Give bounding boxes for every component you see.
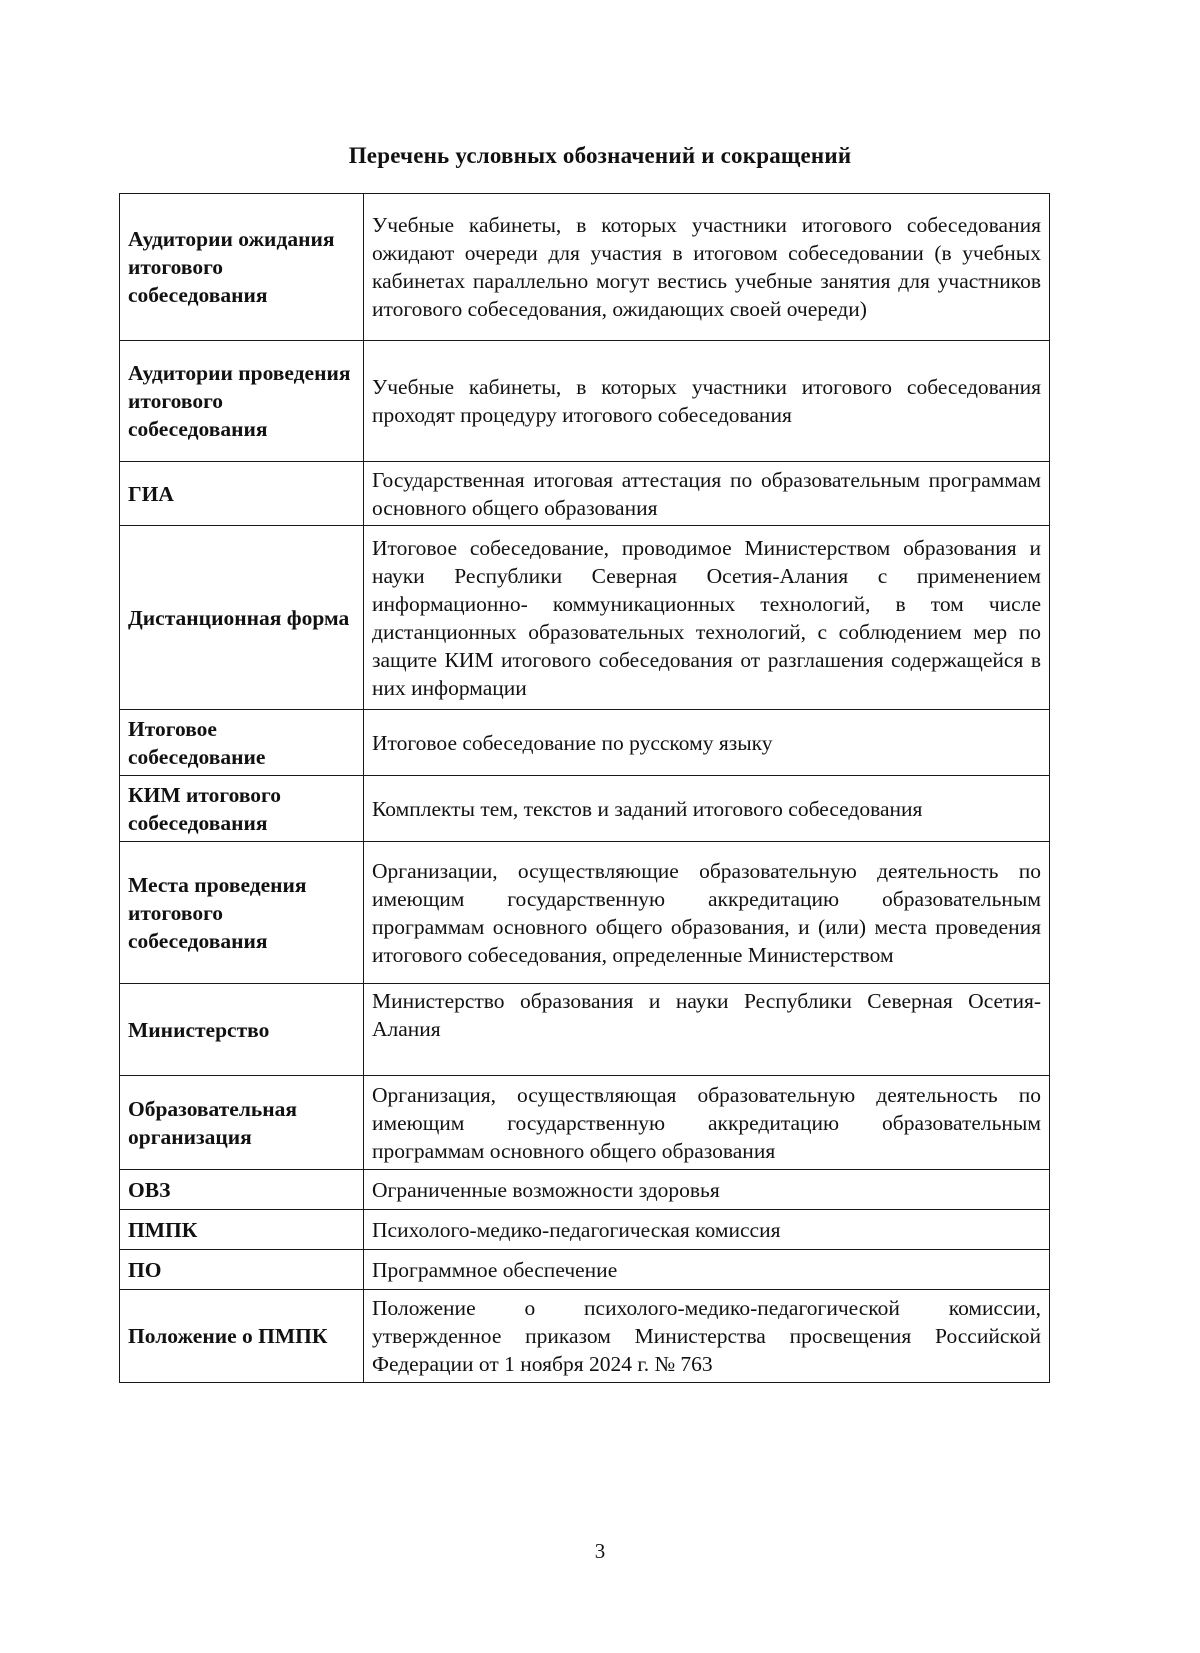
table-row [120,194,1050,341]
term-cell: Положение о ПМПК [120,1290,364,1383]
definition-cell: Государственная итоговая аттестация по образовательным программам основного общего образования [364,462,1050,526]
definition-cell: Программное обеспечение [364,1250,1050,1290]
term-cell: Итоговое собеседование [120,710,364,776]
term-cell: ГИА [120,462,364,526]
term-cell: Образовательная организация [120,1076,364,1170]
table-row [120,842,1050,984]
abbreviations-table [119,193,1050,1383]
table-row [120,776,1050,842]
table-row [120,1250,1050,1290]
term-cell: ОВЗ [120,1170,364,1210]
definition-cell: Итоговое собеседование, проводимое Министерством образования и науки Республики Северная Осетия-Алания с применением информационно- коммуникационных технологий, в том числе дистанционных образовательных технологий, с соблюдением мер по защите КИМ итогового собеседования от разглашения содержащейся в них информации [364,526,1050,710]
definition-cell: Организации, осуществляющие образовательную деятельность по имеющим государственную аккредитацию образовательным программам основного общего образования, и (или) места проведения итогового собеседования, определенные Министерством [364,842,1050,984]
page-number: 3 [594,1539,606,1563]
table-row [120,1290,1050,1383]
term-cell: КИМ итогового собеседования [120,776,364,842]
definition-cell: Учебные кабинеты, в которых участники итогового собеседования проходят процедуру итогового собеседования [364,341,1050,462]
term-cell: ПМПК [120,1210,364,1250]
definition-cell: Психолого-медико-педагогическая комиссия [364,1210,1050,1250]
table-row [120,526,1050,710]
definition-cell: Ограниченные возможности здоровья [364,1170,1050,1210]
term-cell: Министерство [120,984,364,1076]
definition-cell: Положение о психолого-медико-педагогической комиссии, утвержденное приказом Министерства просвещения Российской Федерации от 1 ноября 2024 г. № 763 [364,1290,1050,1383]
definition-cell: Учебные кабинеты, в которых участники итогового собеседования ожидают очереди для участия в итоговом собеседовании (в учебных кабинетах параллельно могут вестись учебные занятия для участников итогового собеседования, ожидающих своей очереди) [364,194,1050,341]
definition-cell: Итоговое собеседование по русскому языку [364,710,1050,776]
definition-cell: Министерство образования и науки Республики Северная Осетия-Алания [364,984,1050,1076]
table-row [120,1076,1050,1170]
definition-cell: Организация, осуществляющая образовательную деятельность по имеющим государственную аккредитацию образовательным программам основного общего образования [364,1076,1050,1170]
table-row [120,1170,1050,1210]
definition-cell: Комплекты тем, текстов и заданий итогового собеседования [364,776,1050,842]
term-cell: Аудитории ожидания итогового собеседования [120,194,364,341]
term-cell: Места проведения итогового собеседования [120,842,364,984]
table-row [120,462,1050,526]
term-cell: Аудитории проведения итогового собеседования [120,341,364,462]
term-cell: ПО [120,1250,364,1290]
table-row [120,984,1050,1076]
table-row [120,710,1050,776]
table-row [120,341,1050,462]
table-row [120,1210,1050,1250]
page-title: Перечень условных обозначений и сокращений [348,143,852,168]
term-cell: Дистанционная форма [120,526,364,710]
